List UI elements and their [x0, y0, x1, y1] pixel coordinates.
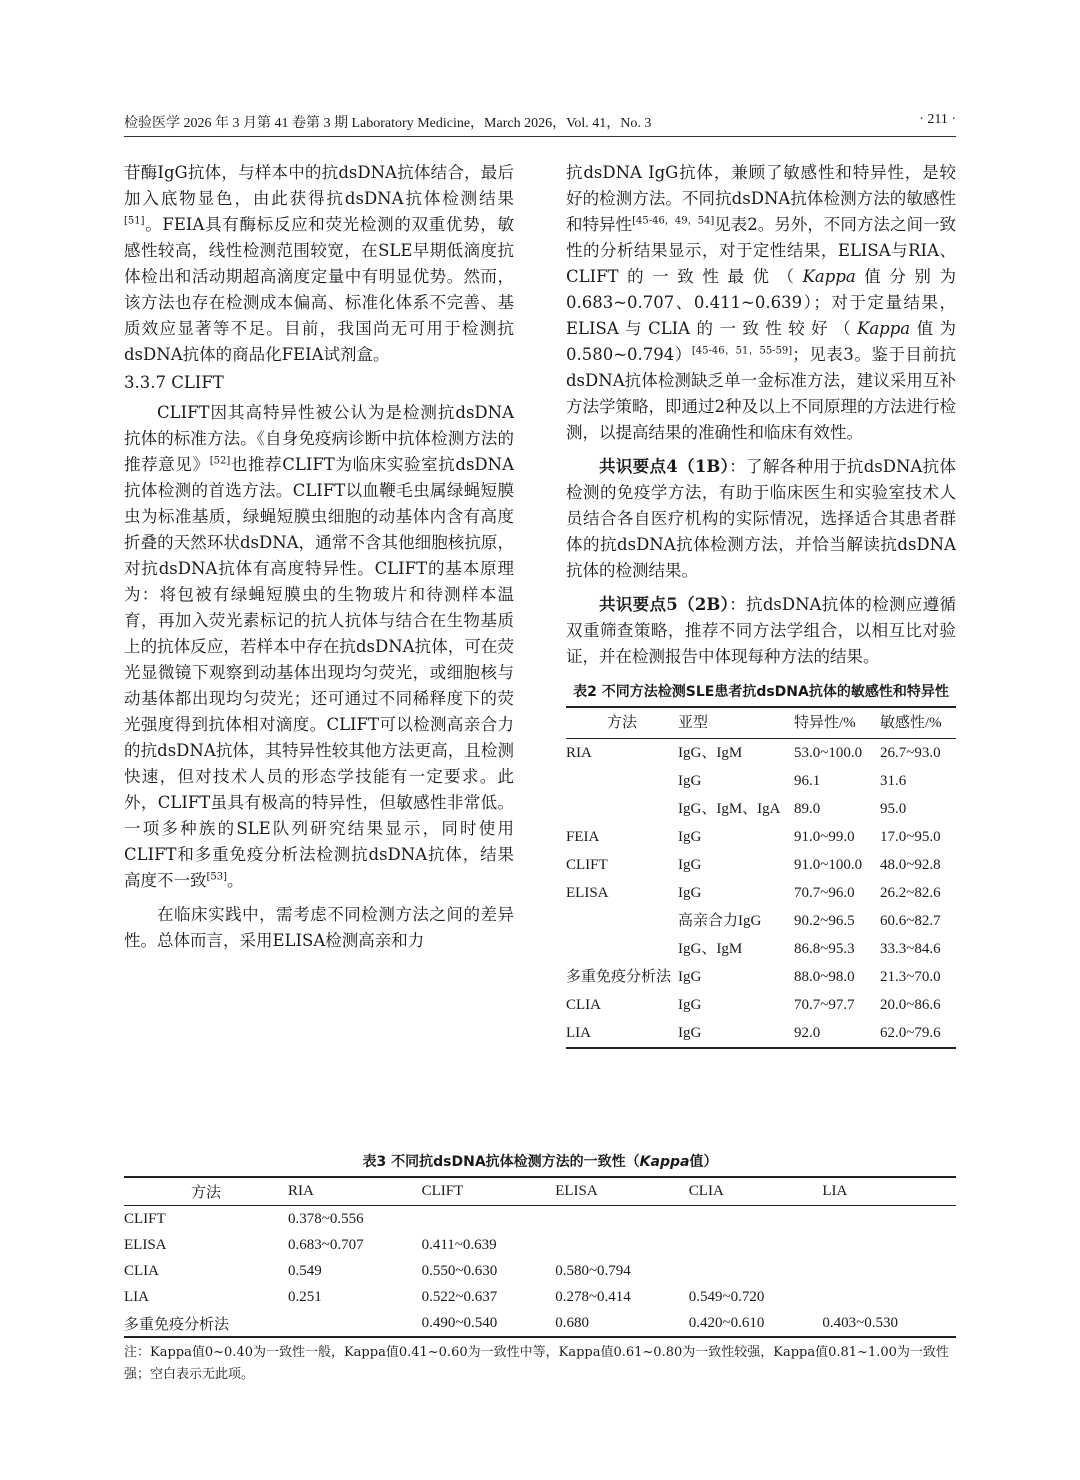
table-cell: CLIFT — [124, 1210, 166, 1227]
table3 — [124, 1176, 956, 1338]
table-row — [566, 963, 956, 991]
table-cell — [566, 907, 678, 935]
table-cell: 0.420~0.610 — [689, 1310, 823, 1337]
table-cell: 91.0~100.0 — [794, 857, 863, 873]
table-cell — [689, 1206, 823, 1233]
table-cell: IgG — [678, 773, 702, 789]
table-cell: 86.8~95.3 — [794, 941, 855, 957]
table-cell — [822, 1206, 956, 1233]
table-cell: 31.6 — [880, 773, 907, 789]
column-header: CLIFT — [422, 1177, 556, 1206]
table-row — [566, 991, 956, 1019]
right-column — [566, 160, 956, 1049]
table-cell: IgG、IgM — [678, 745, 743, 761]
table-cell: CLIA — [124, 1262, 159, 1279]
table-cell: CLIFT — [566, 857, 608, 873]
table3-caption: 表3 不同抗dsDNA抗体检测方法的一致性（Kappa值） — [362, 1154, 718, 1170]
table-cell: 0.549~0.720 — [688, 1288, 765, 1305]
table-cell: IgG — [678, 857, 702, 873]
table-cell — [555, 1206, 689, 1233]
table-cell — [822, 1232, 956, 1258]
table2-caption: 表2 不同方法检测SLE患者抗dsDNA抗体的敏感性和特异性 — [573, 684, 949, 700]
table-cell: 17.0~95.0 — [880, 829, 941, 845]
table-cell — [822, 1284, 956, 1310]
column-header: 方法 — [124, 1177, 288, 1206]
table-cell: 21.3~70.0 — [880, 969, 941, 985]
table-cell: 0.549 — [288, 1262, 322, 1279]
table-row — [124, 1284, 956, 1310]
table-row — [124, 1232, 956, 1258]
table-cell — [566, 935, 678, 963]
table-cell: 90.2~96.5 — [794, 913, 855, 929]
table-row — [566, 879, 956, 907]
citation: [45-46，49，54] — [632, 215, 715, 227]
column-header: 亚型 — [678, 707, 794, 739]
table-cell: 70.7~96.0 — [794, 885, 855, 901]
table-row — [124, 1206, 956, 1233]
table-cell: 62.0~79.6 — [880, 1019, 956, 1048]
consensus-point-4: 共识要点4（1B）：了解各种用于抗dsDNA抗体检测的免疫学方法，有助于临床医生和实验室技术人员结合各自医疗机构的实际情况，选择适合其患者群体的抗dsDNA抗体检测方法，并恰当解读抗dsDNA抗体的检测结果。 — [566, 457, 956, 580]
table-row — [566, 795, 956, 823]
table2 — [566, 706, 956, 1049]
table-cell: 92.0 — [794, 1019, 880, 1048]
table-cell: 0.278~0.414 — [555, 1288, 631, 1305]
table-row — [566, 1019, 956, 1048]
column-header: 特异性/% — [794, 707, 880, 739]
table-cell: 0.680 — [555, 1310, 689, 1337]
citation: [53] — [206, 871, 228, 883]
paragraph: 在临床实践中，需考虑不同检测方法之间的差异性。总体而言，采用ELISA检测高亲和力 — [124, 905, 514, 950]
table-cell: 88.0~98.0 — [794, 969, 855, 985]
table-cell: 0.683~0.707 — [288, 1236, 364, 1253]
table-cell: 0.411~0.639 — [421, 1236, 497, 1253]
table-row — [566, 851, 956, 879]
table-cell: IgG — [678, 1019, 794, 1048]
column-header: RIA — [288, 1177, 422, 1206]
table-row — [124, 1310, 956, 1337]
table-cell: ELISA — [566, 885, 609, 901]
table-cell: RIA — [566, 745, 592, 761]
table-cell: IgG — [678, 885, 702, 901]
table3-block — [124, 1152, 956, 1386]
table-cell: 91.0~99.0 — [794, 829, 855, 845]
section-heading: 3.3.7 CLIFT — [124, 373, 224, 392]
table-cell: 95.0 — [880, 801, 907, 817]
consensus-point-5: 共识要点5（2B）：抗dsDNA抗体的检测应遵循双重筛查策略，推荐不同方法学组合，以相互比对验证，并在检测报告中体现每种方法的结果。 — [566, 595, 956, 666]
table-cell: FEIA — [566, 829, 600, 845]
left-column — [124, 160, 514, 954]
table-cell: 0.378~0.556 — [288, 1210, 364, 1227]
table-cell: CLIA — [566, 997, 601, 1013]
table-cell: 53.0~100.0 — [794, 745, 863, 761]
paragraph: 抗dsDNA IgG抗体，兼顾了敏感性和特异性，是较好的检测方法。不同抗dsDNA抗体检测方法的敏感性和特异性[45-46，49，54]见表2。另外，不同方法之间一致性的分析结果显示，对于定性结果，ELISA与RIA、CLIFT的一致性最优（Kappa值分别为0.683~0.707、0.411~0.639）；对于定量结果，ELISA与CLIA的一致性较好（Kappa值为0.580~0.794）[45-46，51，55-59]；见表3。鉴于目前抗dsDNA抗体检测缺乏单一金标准方法，建议采用互补方法学策略，即通过2种及以上不同原理的方法进行检测，以提高结果的准确性和临床有效性。 — [566, 163, 957, 442]
table-row — [124, 1258, 956, 1284]
table-cell: 70.7~97.7 — [794, 997, 855, 1013]
table-cell — [555, 1232, 689, 1258]
table-cell: IgG — [678, 969, 702, 985]
table-cell: 20.0~86.6 — [880, 997, 941, 1013]
table-cell: 0.550~0.630 — [421, 1262, 498, 1279]
table-cell — [689, 1258, 823, 1284]
table-cell: 33.3~84.6 — [880, 941, 941, 957]
table-cell — [689, 1232, 823, 1258]
table-cell: IgG — [678, 829, 702, 845]
table-cell: IgG、IgM、IgA — [678, 801, 781, 817]
page-number: · 211 · — [919, 112, 956, 127]
table-cell: 60.6~82.7 — [880, 913, 941, 929]
table-cell — [288, 1310, 422, 1337]
table-cell: 26.7~93.0 — [880, 745, 941, 761]
table-cell: 多重免疫分析法 — [124, 1310, 288, 1337]
table-cell: LIA — [566, 1019, 678, 1048]
table-cell: LIA — [124, 1288, 149, 1305]
table-cell — [566, 767, 678, 795]
table-cell: 89.0 — [794, 801, 821, 817]
citation: [45-46，51，55-59] — [691, 345, 793, 357]
table-cell: 0.522~0.637 — [421, 1288, 498, 1305]
table-cell: ELISA — [124, 1236, 167, 1253]
column-header: 方法 — [566, 707, 678, 739]
column-header: LIA — [822, 1177, 956, 1206]
table-row — [566, 935, 956, 963]
table-row — [566, 823, 956, 851]
table-cell — [422, 1206, 556, 1233]
table-cell — [822, 1258, 956, 1284]
table-cell: 26.2~82.6 — [880, 885, 941, 901]
table-row — [566, 907, 956, 935]
paragraph: CLIFT因其高特异性被公认为是检测抗dsDNA抗体的标准方法。《自身免疫病诊断中抗体检测方法的推荐意见》[52]也推荐CLIFT为临床实验室抗dsDNA抗体检测的首选方法。CLIFT以血鞭毛虫属绿蝇短膜虫为标准基质，绿蝇短膜虫细胞的动基体内含有高度折叠的天然环状dsDNA，通常不含其他细胞核抗原，对抗dsDNA抗体有高度特异性。CLIFT的基本原理为：将包被有绿蝇短膜虫的生物玻片和待测样本温育，再加入荧光素标记的抗人抗体与结合在生物基质上的抗体反应，若样本中存在抗dsDNA抗体，可在荧光显微镜下观察到动基体出现均匀荧光，或细胞核与动基体都出现均匀荧光；还可通过不同稀释度下的荧光强度得到抗体相对滴度。CLIFT可以检测高亲合力的抗dsDNA抗体，其特异性较其他方法更高，且检测快速，但对技术人员的形态学技能有一定要求。此外，CLIFT虽具有极高的特异性，但敏感性非常低。一项多种族的SLE队列研究结果显示，同时使用CLIFT和多重免疫分析法检测抗dsDNA抗体，结果高度不一致[53]。 — [124, 403, 515, 890]
running-header — [124, 112, 956, 132]
table-cell: 0.580~0.794 — [555, 1262, 631, 1279]
table-cell: 0.251 — [288, 1288, 322, 1305]
citation: [52] — [209, 455, 231, 467]
table3-note: 注：Kappa值0~0.40为一致性一般，Kappa值0.41~0.60为一致性中等，Kappa值0.61~0.80为一致性较强，Kappa值0.81~1.00为一致性强；空白表示无此项。 — [124, 1345, 949, 1382]
table-cell: IgG、IgM — [678, 941, 743, 957]
table-cell — [566, 795, 678, 823]
header-rule — [124, 136, 956, 137]
table-cell: 0.403~0.530 — [822, 1310, 956, 1337]
table-cell: 96.1 — [794, 773, 821, 789]
citation: [51] — [124, 215, 145, 227]
paragraph: 苷酶IgG抗体，与样本中的抗dsDNA抗体结合，最后加入底物显色，由此获得抗dsDNA抗体检测结果[51]。FEIA具有酶标反应和荧光检测的双重优势，敏感性较高，线性检测范围较宽，在SLE早期低滴度抗体检出和活动期超高滴度定量中有明显优势。然而，该方法也存在检测成本偏高、标准化体系不完善、基质效应显著等不足。目前，我国尚无可用于检测抗dsDNA抗体的商品化FEIA试剂盒。 — [124, 163, 514, 364]
table-row — [566, 739, 956, 768]
column-header: ELISA — [555, 1177, 689, 1206]
column-header: 敏感性/% — [880, 707, 956, 739]
journal-citation: 检验医学 2026 年 3 月第 41 卷第 3 期 Laboratory Medicine，March 2026，Vol. 41，No. 3 — [124, 116, 652, 131]
table-row — [566, 767, 956, 795]
table-cell: 48.0~92.8 — [880, 857, 941, 873]
table-cell: 0.490~0.540 — [422, 1310, 556, 1337]
table-cell: 高亲合力IgG — [678, 913, 762, 929]
table-cell: IgG — [678, 997, 702, 1013]
table-cell: 多重免疫分析法 — [566, 969, 672, 985]
column-header: CLIA — [689, 1177, 823, 1206]
